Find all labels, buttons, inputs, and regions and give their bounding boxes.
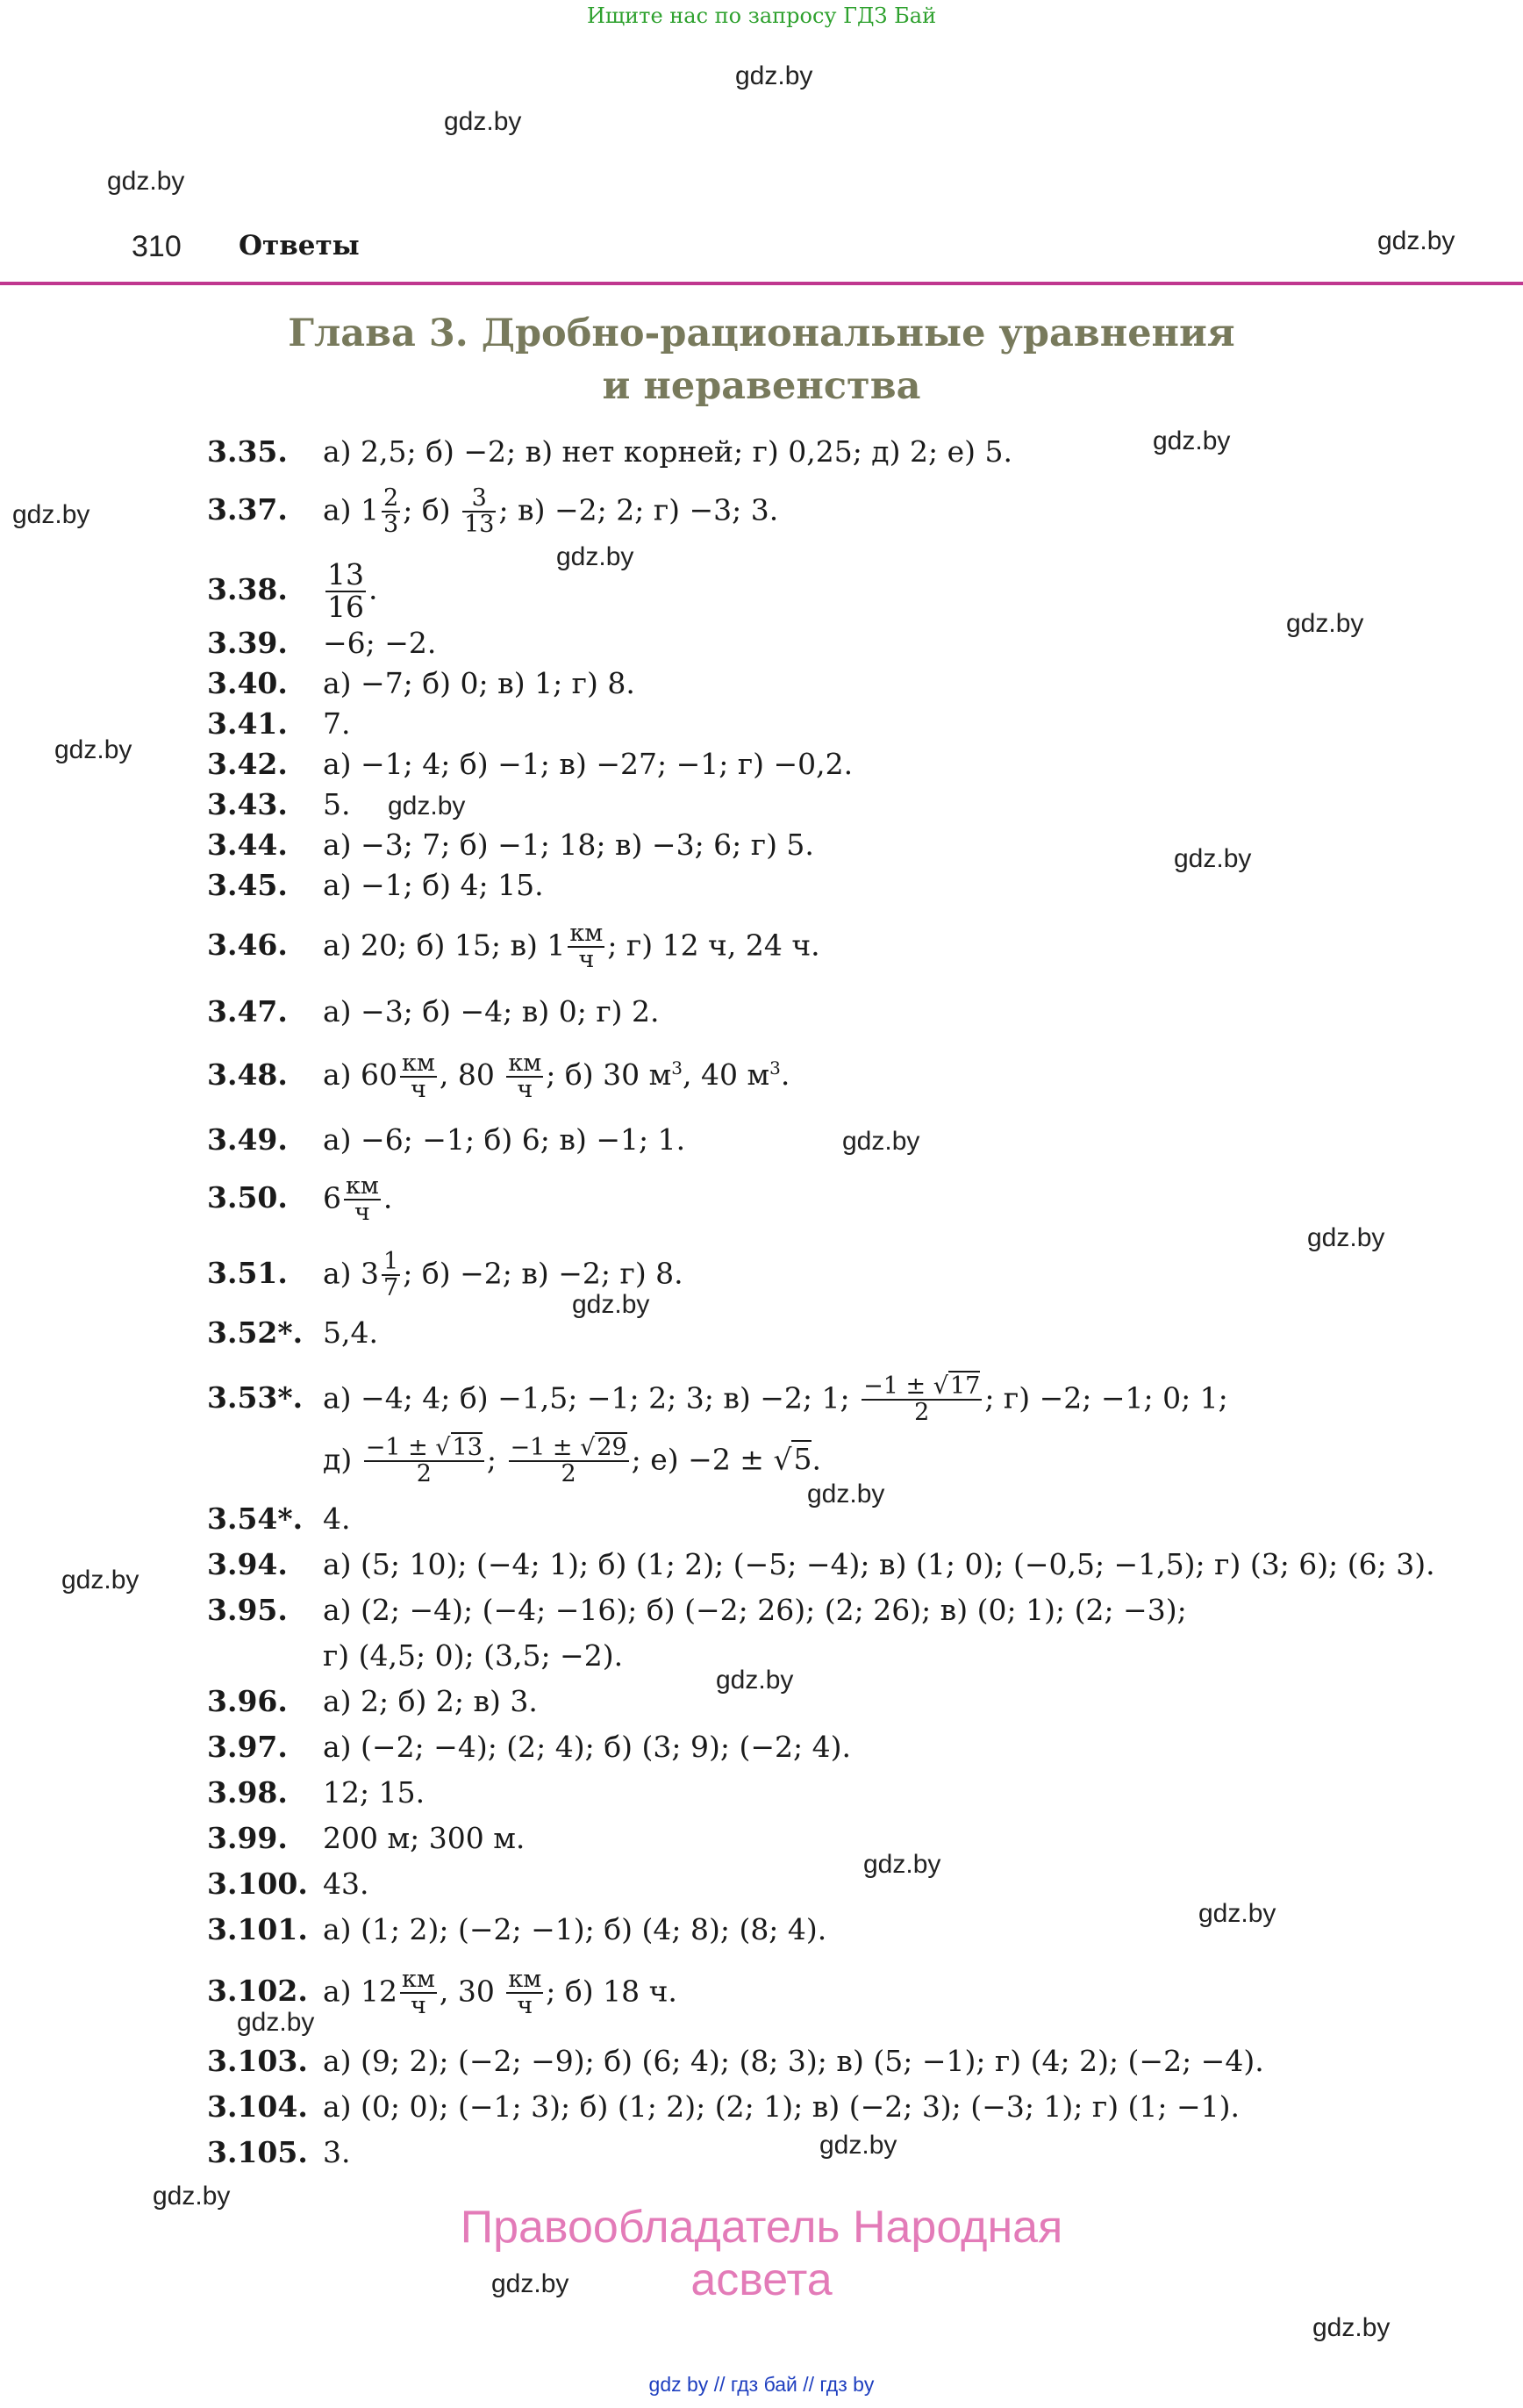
answer-text: . [383, 1180, 393, 1215]
answer-text: а) (2; −4); (−4; −16); б) (−2; 26); (2; 26); в) (0; 1); (2; −3); [323, 1593, 1187, 1627]
answer-text: а) −1; 4; б) −1; в) −27; −1; г) −0,2. [323, 747, 854, 781]
answer-number: 3.53*. [207, 1380, 304, 1415]
answer-text: а) 12 [323, 1974, 398, 2009]
answer-row [207, 2132, 351, 2173]
answer-text: . [780, 1057, 790, 1092]
answer-row [207, 557, 378, 624]
answer-text: 5,4. [323, 1315, 378, 1350]
answer-number: 3.44. [207, 828, 288, 862]
answer-text: а) (1; 2); (−2; −1); б) (4; 8); (8; 4). [323, 1912, 827, 1946]
unit-fraction: $\frac{км}{ч}$ [346, 1172, 379, 1227]
answer-row [207, 921, 820, 973]
answer-text: а) −6; −1; б) 6; в) −1; 1. [323, 1122, 686, 1157]
answer-text: 43. [323, 1867, 369, 1901]
answer-number: 3.45. [207, 868, 288, 902]
superscript: 3 [671, 1057, 683, 1079]
answer-number: 3.48. [207, 1057, 288, 1092]
answer-row [207, 1174, 392, 1226]
answer-number: 3.98. [207, 1775, 288, 1810]
answer-text: 12; 15. [323, 1775, 425, 1810]
answer-row [207, 1313, 378, 1353]
answer-text: ; б) −2; в) −2; г) 8. [403, 1256, 683, 1291]
answer-number: 3.49. [207, 1122, 288, 1157]
watermark: gdz.by [556, 542, 634, 571]
watermark: gdz.by [1312, 2313, 1391, 2342]
answer-number: 3.46. [207, 928, 288, 963]
answer-row [207, 1590, 1187, 1630]
answer-text: а) −3; 7; б) −1; 18; в) −3; 6; г) 5. [323, 828, 814, 862]
answer-row [207, 1544, 1435, 1585]
answer-row [207, 1120, 685, 1160]
watermark: gdz.by [807, 1480, 885, 1509]
watermark: gdz.by [1174, 844, 1252, 873]
watermark: gdz.by [1153, 426, 1231, 455]
answer-number: 3.52*. [207, 1315, 304, 1350]
answer-number: 3.43. [207, 787, 288, 821]
watermark: gdz.by [842, 1127, 920, 1156]
unit-fraction: $\frac{км}{ч}$ [402, 1966, 435, 2020]
answer-text: а) 3 [323, 1256, 380, 1291]
unit-fraction: $\frac{км}{ч}$ [569, 920, 604, 974]
answer-text: ; б) 18 ч. [546, 1974, 677, 2009]
watermark: gdz.by [863, 1850, 941, 1879]
answer-number: 3.105. [207, 2135, 308, 2169]
answer-text: а) (0; 0); (−1; 3); б) (1; 2); (2; 1); в) (−2; 3); (−3; 1); г) (1; −1). [323, 2089, 1241, 2124]
answer-row [207, 1773, 425, 1813]
fraction: $\frac{3}{13}$ [464, 484, 495, 539]
answer-row [207, 1250, 683, 1301]
watermark: gdz.by [54, 735, 132, 764]
answer-number: 3.97. [207, 1730, 288, 1764]
fraction: $\frac{13}{16}$ [327, 557, 364, 624]
answer-number: 3.94. [207, 1547, 288, 1581]
answer-number: 3.54*. [207, 1501, 304, 1536]
answer-row [207, 663, 635, 704]
answer-row [207, 865, 544, 906]
watermark: gdz.by [572, 1290, 650, 1319]
answer-number: 3.51. [207, 1256, 288, 1291]
answer-row [207, 1374, 1228, 1426]
answer-number: 3.102. [207, 1974, 308, 2009]
watermark: gdz.by [1307, 1223, 1385, 1252]
watermark: gdz.by [444, 107, 522, 136]
watermark: gdz.by [12, 500, 90, 529]
watermark: gdz.by [107, 167, 185, 196]
bottom-links[interactable]: gdz by // гдз бай // гдз by [648, 2373, 875, 2396]
answer-text: а) (5; 10); (−4; 1); б) (1; 2); (−5; −4); в) (1; 0); (−0,5; −1,5); г) (3; 6); (6; 3). [323, 1547, 1435, 1581]
watermark: gdz.by [1286, 609, 1364, 638]
running-head: Ответы [239, 230, 360, 262]
answer-text: а) (−2; −4); (2; 4); б) (3; 9); (−2; 4). [323, 1730, 851, 1764]
answer-row [207, 1818, 525, 1859]
page-number: 310 [132, 230, 182, 263]
answer-row [207, 2087, 1240, 2127]
answer-text: 5. [323, 787, 351, 821]
answer-number: 3.50. [207, 1180, 288, 1215]
superscript: 3 [769, 1057, 781, 1079]
answer-text: . [368, 571, 378, 606]
chapter-title [263, 307, 1260, 412]
answer-text: , 40 м [683, 1057, 770, 1092]
answer-row [207, 432, 1012, 472]
answer-row [207, 2041, 1264, 2082]
answer-number: 3.39. [207, 626, 288, 660]
unit-fraction: $\frac{км}{ч}$ [402, 1049, 435, 1103]
answer-row [207, 1681, 538, 1722]
chapter-title-line: Глава 3. Дробно-рациональные уравнения [288, 312, 1235, 355]
answer-row: д) $\frac{-1 \pm √13}{2}$ ; $\frac{-1 \pm √29}{2}$ ; е) −2 ± √5. [323, 1434, 821, 1488]
answer-number: 3.104. [207, 2089, 308, 2124]
unit-fraction: $\frac{км}{ч}$ [508, 1966, 542, 2020]
top-banner[interactable]: Ищите нас по запросу ГДЗ Бай [586, 4, 937, 28]
answer-text: д) [323, 1442, 353, 1477]
answer-number: 3.41. [207, 706, 288, 741]
rights-holder: Правообладатель Народная асвета [460, 2202, 1063, 2305]
fraction: $\frac{1}{7}$ [383, 1248, 399, 1302]
answer-text: а) −4; 4; б) −1,5; −1; 2; 3; в) −2; 1; [323, 1380, 850, 1415]
watermark: gdz.by [237, 2008, 315, 2037]
answer-number: 3.35. [207, 434, 288, 469]
answer-row [207, 785, 351, 825]
answer-text: ; г) −2; −1; 0; 1; [984, 1380, 1228, 1415]
fraction: $\frac{-1 \pm √29}{2}$ [510, 1434, 627, 1488]
answer-text: а) −3; б) −4; в) 0; г) 2. [323, 994, 660, 1028]
watermark: gdz.by [735, 61, 813, 90]
answer-number: 3.37. [207, 492, 288, 527]
answer-row [207, 1636, 623, 1676]
answer-row [207, 825, 814, 865]
answer-row [207, 1727, 851, 1767]
answer-number: 3.96. [207, 1684, 288, 1718]
header-rule [0, 282, 1523, 285]
answer-text: . [812, 1442, 821, 1477]
answer-row [207, 1910, 826, 1950]
answer-row [207, 623, 436, 663]
chapter-title-line: и неравенства [602, 364, 921, 408]
answer-number: 3.101. [207, 1912, 308, 1946]
watermark: gdz.by [819, 2131, 897, 2160]
answer-text: а) 60 [323, 1057, 398, 1092]
radicand: 5 [793, 1442, 812, 1477]
unit-fraction: $\frac{км}{ч}$ [508, 1049, 542, 1103]
answer-row [207, 744, 853, 785]
answer-text: ; в) −2; 2; г) −3; 3. [498, 492, 779, 527]
answer-row [207, 1967, 677, 2019]
watermark: gdz.by [716, 1666, 794, 1695]
answer-text: , 30 [439, 1974, 495, 2009]
answer-number: 3.47. [207, 994, 288, 1028]
answer-text: 7. [323, 706, 351, 741]
watermark: gdz.by [61, 1566, 139, 1595]
watermark: gdz.by [153, 2182, 231, 2211]
answer-text: 6 [323, 1180, 341, 1215]
answer-row [207, 992, 659, 1032]
answer-row [207, 1864, 368, 1904]
answer-text: а) (9; 2); (−2; −9); б) (6; 4); (8; 3); в) (5; −1); г) (4; 2); (−2; −4). [323, 2044, 1264, 2078]
answer-number: 3.40. [207, 666, 288, 700]
answer-number: 3.99. [207, 1821, 288, 1855]
fraction: $\frac{-1 \pm √13}{2}$ [365, 1434, 483, 1488]
answer-text: а) 1 [323, 492, 380, 527]
answer-text: а) 20; б) 15; в) 1 [323, 928, 566, 963]
answer-text: 3. [323, 2135, 351, 2169]
answer-text: ; б) [403, 492, 451, 527]
answer-text: а) −7; б) 0; в) 1; г) 8. [323, 666, 635, 700]
answer-row [207, 1048, 790, 1102]
answer-text: а) −1; б) 4; 15. [323, 868, 544, 902]
watermark: gdz.by [388, 792, 466, 821]
answer-text: ; [486, 1442, 497, 1477]
answer-row [207, 704, 351, 744]
answer-number: 3.95. [207, 1593, 288, 1627]
fraction: $\frac{2}{3}$ [383, 484, 399, 539]
answer-text: −6; −2. [323, 626, 437, 660]
answer-number: 3.38. [207, 571, 288, 606]
watermark: gdz.by [1377, 226, 1455, 255]
answer-text: 200 м; 300 м. [323, 1821, 526, 1855]
answer-text: а) 2,5; б) −2; в) нет корней; г) 0,25; д) 2; е) 5. [323, 434, 1012, 469]
answer-text: а) 2; б) 2; в) 3. [323, 1684, 538, 1718]
answer-text: ; б) 30 м [546, 1057, 672, 1092]
answer-number: 3.42. [207, 747, 288, 781]
answer-text: 4. [323, 1501, 351, 1536]
watermark: gdz.by [1198, 1899, 1276, 1928]
answer-text: ; г) 12 ч, 24 ч. [607, 928, 820, 963]
answer-text: г) (4,5; 0); (3,5; −2). [323, 1638, 624, 1673]
answer-text: ; е) −2 ± [631, 1442, 774, 1477]
answer-number: 3.100. [207, 1867, 308, 1901]
fraction: $\frac{-1 \pm √17}{2}$ [863, 1372, 981, 1427]
answer-row [207, 486, 778, 538]
answer-row [207, 1499, 351, 1539]
answer-text: , 80 [439, 1057, 495, 1092]
watermark: gdz.by [491, 2269, 569, 2298]
answer-number: 3.103. [207, 2044, 308, 2078]
